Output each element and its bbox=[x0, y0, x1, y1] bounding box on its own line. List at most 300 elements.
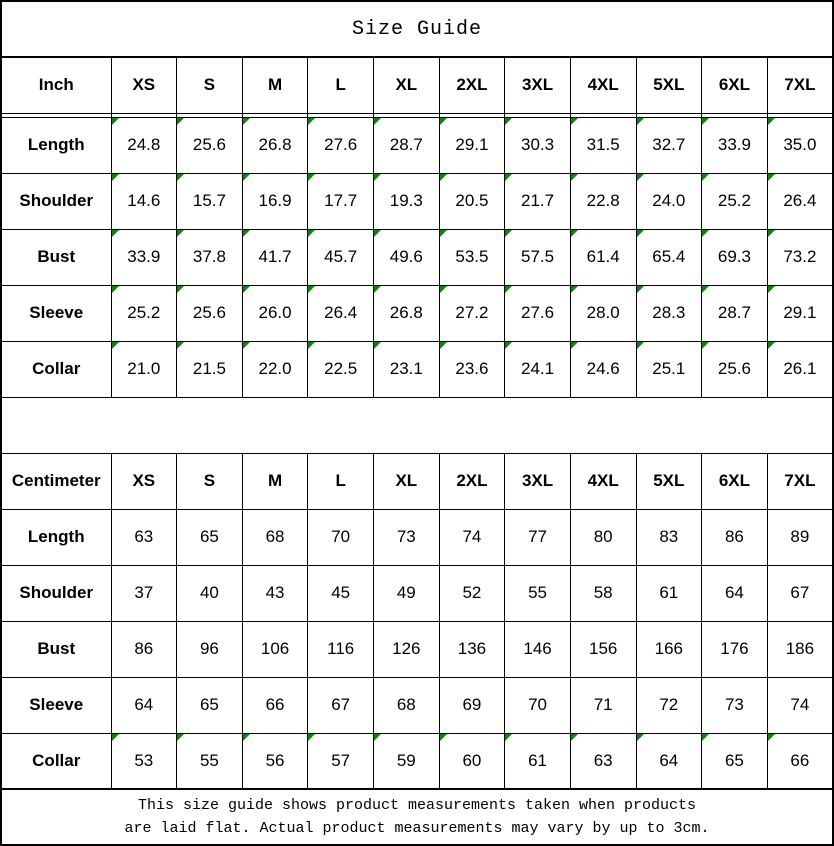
measurement-value: 26.8 bbox=[389, 303, 423, 322]
measurement-value-cell bbox=[767, 117, 833, 173]
green-corner-flag-icon bbox=[571, 174, 578, 181]
measurement-value-cell bbox=[570, 621, 636, 677]
measurement-value: 166 bbox=[654, 639, 683, 658]
row-label-shoulder: Shoulder bbox=[1, 565, 111, 621]
measurement-value: 63 bbox=[134, 527, 154, 546]
measurement-value-cell bbox=[111, 621, 177, 677]
measurement-value-cell bbox=[636, 733, 702, 789]
measurement-value-cell bbox=[308, 173, 374, 229]
measurement-value: 146 bbox=[523, 639, 552, 658]
measurement-value-cell bbox=[111, 173, 177, 229]
green-corner-flag-icon bbox=[571, 118, 578, 125]
row-label-length: Length bbox=[1, 509, 111, 565]
measurement-value-cell bbox=[636, 173, 702, 229]
measurement-value: 17.7 bbox=[324, 191, 358, 210]
measurement-value: 43 bbox=[265, 583, 285, 602]
measurement-value-cell bbox=[242, 565, 308, 621]
measurement-value-cell bbox=[177, 341, 243, 397]
green-corner-flag-icon bbox=[571, 286, 578, 293]
measurement-value-cell bbox=[439, 677, 505, 733]
green-corner-flag-icon bbox=[505, 174, 512, 181]
measurement-value: 70 bbox=[528, 695, 548, 714]
measurement-value-cell bbox=[242, 117, 308, 173]
green-corner-flag-icon bbox=[505, 230, 512, 237]
measurement-value-cell bbox=[439, 173, 505, 229]
measurement-value: 136 bbox=[457, 639, 487, 658]
measurement-value: 24.6 bbox=[586, 359, 620, 378]
size-column-header: 3XL bbox=[505, 453, 571, 509]
table-row bbox=[1, 341, 833, 397]
measurement-value-cell bbox=[570, 117, 636, 173]
measurement-value: 45.7 bbox=[324, 247, 358, 266]
measurement-value: 33.9 bbox=[127, 247, 161, 266]
measurement-value: 65 bbox=[199, 695, 219, 714]
measurement-value-cell bbox=[177, 509, 243, 565]
measurement-value-cell bbox=[242, 229, 308, 285]
measurement-value-cell bbox=[111, 509, 177, 565]
green-corner-flag-icon bbox=[505, 734, 512, 741]
measurement-value: 27.6 bbox=[324, 135, 358, 154]
measurement-value-cell bbox=[177, 565, 243, 621]
measurement-value-cell bbox=[767, 565, 833, 621]
measurement-value: 55 bbox=[199, 750, 219, 770]
green-corner-flag-icon bbox=[243, 734, 250, 741]
measurement-value-cell bbox=[374, 509, 440, 565]
green-corner-flag-icon bbox=[374, 734, 381, 741]
measurement-value-cell bbox=[767, 509, 833, 565]
measurement-value-cell bbox=[308, 565, 374, 621]
measurement-value-cell bbox=[570, 341, 636, 397]
measurement-value: 56 bbox=[265, 750, 285, 770]
measurement-value: 26.4 bbox=[783, 191, 817, 210]
measurement-value-cell bbox=[177, 229, 243, 285]
measurement-value-cell bbox=[505, 285, 571, 341]
measurement-value-cell bbox=[111, 117, 177, 173]
measurement-value: 26.1 bbox=[783, 359, 817, 378]
green-corner-flag-icon bbox=[571, 230, 578, 237]
measurement-value: 37 bbox=[134, 583, 154, 602]
measurement-value: 63 bbox=[593, 750, 613, 770]
measurement-value-cell bbox=[308, 621, 374, 677]
unit-header-centimeter: Centimeter bbox=[1, 453, 111, 509]
green-corner-flag-icon bbox=[702, 118, 709, 125]
green-corner-flag-icon bbox=[440, 286, 447, 293]
measurement-value: 186 bbox=[785, 639, 815, 658]
green-corner-flag-icon bbox=[637, 118, 644, 125]
green-corner-flag-icon bbox=[308, 174, 315, 181]
row-label-length: Length bbox=[1, 117, 111, 173]
row-label-shoulder: Shoulder bbox=[1, 173, 111, 229]
green-corner-flag-icon bbox=[177, 174, 184, 181]
measurement-value: 37.8 bbox=[192, 247, 226, 266]
measurement-value: 25.1 bbox=[652, 359, 686, 378]
measurement-value-cell bbox=[242, 509, 308, 565]
green-corner-flag-icon bbox=[440, 230, 447, 237]
measurement-value: 58 bbox=[593, 583, 613, 602]
size-column-header: S bbox=[177, 453, 243, 509]
green-corner-flag-icon bbox=[440, 342, 447, 349]
green-corner-flag-icon bbox=[308, 230, 315, 237]
measurement-value: 80 bbox=[593, 527, 613, 546]
measurement-value: 31.5 bbox=[586, 135, 620, 154]
measurement-value-cell bbox=[505, 117, 571, 173]
measurement-value: 28.0 bbox=[586, 303, 620, 322]
measurement-value: 28.7 bbox=[389, 135, 423, 154]
size-column-header: XL bbox=[374, 57, 440, 113]
green-corner-flag-icon bbox=[440, 118, 447, 125]
green-corner-flag-icon bbox=[243, 230, 250, 237]
green-corner-flag-icon bbox=[243, 286, 250, 293]
size-column-header: 7XL bbox=[767, 57, 833, 113]
measurement-value-cell bbox=[636, 285, 702, 341]
green-corner-flag-icon bbox=[768, 118, 775, 125]
measurement-value: 22.0 bbox=[258, 359, 292, 378]
measurement-value-cell bbox=[702, 173, 768, 229]
measurement-value-cell bbox=[767, 341, 833, 397]
size-column-header: 6XL bbox=[702, 453, 768, 509]
measurement-value: 26.8 bbox=[258, 135, 292, 154]
measurement-value: 35.0 bbox=[783, 135, 817, 154]
size-column-header: 6XL bbox=[702, 57, 768, 113]
measurement-value-cell bbox=[111, 677, 177, 733]
measurement-value-cell bbox=[242, 677, 308, 733]
measurement-value: 64 bbox=[134, 695, 154, 714]
measurement-value: 67 bbox=[790, 583, 810, 602]
footer-note bbox=[1, 789, 833, 845]
green-corner-flag-icon bbox=[374, 342, 381, 349]
measurement-value: 45 bbox=[331, 583, 351, 602]
measurement-value: 26.4 bbox=[324, 303, 358, 322]
size-column-header: 7XL bbox=[767, 453, 833, 509]
measurement-value-cell bbox=[242, 285, 308, 341]
measurement-value-cell bbox=[636, 229, 702, 285]
green-corner-flag-icon bbox=[702, 174, 709, 181]
measurement-value-cell bbox=[308, 229, 374, 285]
green-corner-flag-icon bbox=[637, 342, 644, 349]
green-corner-flag-icon bbox=[243, 118, 250, 125]
green-corner-flag-icon bbox=[571, 734, 578, 741]
green-corner-flag-icon bbox=[702, 734, 709, 741]
measurement-value-cell bbox=[767, 677, 833, 733]
measurement-value-cell bbox=[374, 229, 440, 285]
measurement-value-cell bbox=[702, 117, 768, 173]
size-column-header: 3XL bbox=[505, 57, 571, 113]
page-title: Size Guide bbox=[1, 1, 833, 57]
measurement-value-cell bbox=[636, 621, 702, 677]
measurement-value: 67 bbox=[331, 695, 351, 714]
measurement-value-cell bbox=[374, 565, 440, 621]
measurement-value-cell bbox=[636, 565, 702, 621]
measurement-value: 21.0 bbox=[127, 359, 161, 378]
measurement-value: 66 bbox=[790, 750, 810, 770]
green-corner-flag-icon bbox=[308, 286, 315, 293]
row-label-bust: Bust bbox=[1, 621, 111, 677]
measurement-value-cell bbox=[505, 173, 571, 229]
measurement-value: 24.1 bbox=[521, 359, 555, 378]
green-corner-flag-icon bbox=[768, 286, 775, 293]
measurement-value-cell bbox=[177, 677, 243, 733]
measurement-value: 27.2 bbox=[455, 303, 489, 322]
measurement-value-cell bbox=[702, 341, 768, 397]
green-corner-flag-icon bbox=[177, 734, 184, 741]
measurement-value: 106 bbox=[260, 639, 290, 658]
measurement-value-cell bbox=[702, 565, 768, 621]
size-column-header: M bbox=[242, 453, 308, 509]
green-corner-flag-icon bbox=[440, 734, 447, 741]
measurement-value: 19.3 bbox=[389, 191, 423, 210]
table-row bbox=[1, 229, 833, 285]
measurement-value-cell bbox=[439, 509, 505, 565]
measurement-value-cell bbox=[702, 285, 768, 341]
measurement-value-cell bbox=[505, 565, 571, 621]
green-corner-flag-icon bbox=[637, 230, 644, 237]
green-corner-flag-icon bbox=[112, 230, 119, 237]
green-corner-flag-icon bbox=[177, 342, 184, 349]
green-corner-flag-icon bbox=[177, 230, 184, 237]
measurement-value: 25.6 bbox=[192, 135, 226, 154]
green-corner-flag-icon bbox=[374, 174, 381, 181]
measurement-value: 71 bbox=[593, 695, 613, 714]
measurement-value: 20.5 bbox=[455, 191, 489, 210]
measurement-value-cell bbox=[439, 117, 505, 173]
measurement-value-cell bbox=[767, 173, 833, 229]
green-corner-flag-icon bbox=[637, 734, 644, 741]
measurement-value-cell bbox=[308, 733, 374, 789]
table-row bbox=[1, 285, 833, 341]
measurement-value-cell bbox=[242, 733, 308, 789]
table-row bbox=[1, 621, 833, 677]
green-corner-flag-icon bbox=[243, 342, 250, 349]
measurement-value: 57.5 bbox=[521, 247, 555, 266]
measurement-value: 23.1 bbox=[389, 359, 423, 378]
measurement-value: 61 bbox=[528, 750, 548, 770]
measurement-value-cell bbox=[505, 509, 571, 565]
size-column-header: XS bbox=[111, 57, 177, 113]
measurement-value: 25.2 bbox=[717, 191, 751, 210]
measurement-value-cell bbox=[767, 229, 833, 285]
row-label-sleeve: Sleeve bbox=[1, 285, 111, 341]
measurement-value: 55 bbox=[528, 583, 548, 602]
measurement-value: 86 bbox=[724, 527, 744, 546]
measurement-value-cell bbox=[374, 621, 440, 677]
measurement-value: 68 bbox=[396, 695, 416, 714]
measurement-value-cell bbox=[177, 621, 243, 677]
measurement-value: 61.4 bbox=[586, 247, 620, 266]
measurement-value: 32.7 bbox=[652, 135, 686, 154]
measurement-value-cell bbox=[636, 509, 702, 565]
green-corner-flag-icon bbox=[702, 286, 709, 293]
measurement-value-cell bbox=[439, 733, 505, 789]
measurement-value-cell bbox=[439, 621, 505, 677]
measurement-value: 64 bbox=[659, 750, 679, 770]
green-corner-flag-icon bbox=[505, 286, 512, 293]
green-corner-flag-icon bbox=[637, 286, 644, 293]
green-corner-flag-icon bbox=[112, 342, 119, 349]
size-column-header: 4XL bbox=[570, 57, 636, 113]
measurement-value-cell bbox=[374, 285, 440, 341]
measurement-value: 15.7 bbox=[192, 191, 226, 210]
row-label-bust: Bust bbox=[1, 229, 111, 285]
green-corner-flag-icon bbox=[768, 734, 775, 741]
measurement-value-cell bbox=[308, 341, 374, 397]
measurement-value: 22.5 bbox=[324, 359, 358, 378]
green-corner-flag-icon bbox=[505, 342, 512, 349]
measurement-value: 73.2 bbox=[783, 247, 817, 266]
measurement-value: 29.1 bbox=[455, 135, 489, 154]
measurement-value: 57 bbox=[331, 750, 351, 770]
green-corner-flag-icon bbox=[571, 342, 578, 349]
measurement-value: 26.0 bbox=[258, 303, 292, 322]
measurement-value-cell bbox=[702, 677, 768, 733]
measurement-value-cell bbox=[374, 117, 440, 173]
measurement-value: 176 bbox=[720, 639, 749, 658]
green-corner-flag-icon bbox=[768, 230, 775, 237]
measurement-value-cell bbox=[308, 509, 374, 565]
measurement-value: 53 bbox=[134, 750, 154, 770]
size-column-header: XS bbox=[111, 453, 177, 509]
measurement-value: 21.5 bbox=[192, 359, 226, 378]
measurement-value-cell bbox=[177, 117, 243, 173]
measurement-value: 86 bbox=[134, 639, 154, 658]
measurement-value: 24.8 bbox=[127, 135, 161, 154]
measurement-value-cell bbox=[374, 341, 440, 397]
measurement-value: 73 bbox=[396, 527, 416, 546]
measurement-value-cell bbox=[111, 565, 177, 621]
measurement-value: 74 bbox=[790, 695, 810, 714]
measurement-value: 41.7 bbox=[258, 247, 292, 266]
measurement-value-cell bbox=[374, 677, 440, 733]
measurement-value: 14.6 bbox=[127, 191, 161, 210]
measurement-value: 52 bbox=[462, 583, 482, 602]
measurement-value-cell bbox=[702, 733, 768, 789]
measurement-value-cell bbox=[505, 733, 571, 789]
table-row bbox=[1, 565, 833, 621]
measurement-value: 61 bbox=[659, 583, 679, 602]
measurement-value: 68 bbox=[265, 527, 285, 546]
measurement-value-cell bbox=[505, 621, 571, 677]
table-row bbox=[1, 733, 833, 789]
measurement-value: 116 bbox=[327, 639, 355, 658]
measurement-value: 74 bbox=[462, 527, 482, 546]
measurement-value-cell bbox=[308, 285, 374, 341]
row-label-sleeve: Sleeve bbox=[1, 677, 111, 733]
size-column-header: L bbox=[308, 453, 374, 509]
measurement-value-cell bbox=[308, 117, 374, 173]
measurement-value-cell bbox=[767, 733, 833, 789]
measurement-value: 65 bbox=[724, 750, 744, 770]
measurement-value: 28.3 bbox=[652, 303, 686, 322]
size-column-header: L bbox=[308, 57, 374, 113]
measurement-value: 66 bbox=[265, 695, 285, 714]
green-corner-flag-icon bbox=[374, 230, 381, 237]
measurement-value: 59 bbox=[396, 750, 416, 770]
green-corner-flag-icon bbox=[243, 174, 250, 181]
green-corner-flag-icon bbox=[112, 734, 119, 741]
measurement-value-cell bbox=[505, 229, 571, 285]
measurement-value-cell bbox=[177, 285, 243, 341]
green-corner-flag-icon bbox=[177, 286, 184, 293]
measurement-value: 22.8 bbox=[586, 191, 620, 210]
size-column-header: 4XL bbox=[570, 453, 636, 509]
measurement-value: 25.6 bbox=[717, 359, 751, 378]
size-column-header: XL bbox=[374, 453, 440, 509]
green-corner-flag-icon bbox=[112, 286, 119, 293]
measurement-value-cell bbox=[374, 733, 440, 789]
measurement-value: 49.6 bbox=[389, 247, 423, 266]
measurement-value: 126 bbox=[392, 639, 421, 658]
measurement-value-cell bbox=[702, 229, 768, 285]
green-corner-flag-icon bbox=[374, 118, 381, 125]
measurement-value: 69 bbox=[462, 695, 482, 714]
green-corner-flag-icon bbox=[440, 174, 447, 181]
measurement-value: 60 bbox=[462, 750, 482, 770]
measurement-value: 77 bbox=[528, 527, 548, 546]
footer-note-line: are laid flat. Actual product measurements may vary by up to 3cm. bbox=[124, 820, 710, 837]
green-corner-flag-icon bbox=[702, 230, 709, 237]
measurement-value-cell bbox=[636, 341, 702, 397]
measurement-value-cell bbox=[702, 621, 768, 677]
table-gap bbox=[1, 397, 833, 453]
measurement-value: 21.7 bbox=[521, 191, 555, 210]
measurement-value-cell bbox=[242, 341, 308, 397]
measurement-value-cell bbox=[505, 341, 571, 397]
measurement-value: 53.5 bbox=[455, 247, 489, 266]
measurement-value-cell bbox=[111, 229, 177, 285]
measurement-value: 23.6 bbox=[455, 359, 489, 378]
measurement-value-cell bbox=[570, 509, 636, 565]
measurement-value: 24.0 bbox=[652, 191, 686, 210]
measurement-value: 25.2 bbox=[127, 303, 161, 322]
measurement-value: 40 bbox=[199, 583, 219, 602]
measurement-value-cell bbox=[570, 677, 636, 733]
green-corner-flag-icon bbox=[308, 342, 315, 349]
table-row bbox=[1, 509, 833, 565]
measurement-value-cell bbox=[439, 565, 505, 621]
measurement-value-cell bbox=[242, 173, 308, 229]
measurement-value-cell bbox=[439, 341, 505, 397]
size-column-header: 5XL bbox=[636, 453, 702, 509]
measurement-value: 28.7 bbox=[717, 303, 751, 322]
measurement-value: 72 bbox=[659, 695, 679, 714]
size-column-header: 2XL bbox=[439, 57, 505, 113]
measurement-value-cell bbox=[308, 677, 374, 733]
measurement-value-cell bbox=[570, 173, 636, 229]
measurement-value-cell bbox=[636, 117, 702, 173]
green-corner-flag-icon bbox=[177, 118, 184, 125]
measurement-value-cell bbox=[439, 285, 505, 341]
row-label-collar: Collar bbox=[1, 341, 111, 397]
measurement-value-cell bbox=[636, 677, 702, 733]
green-corner-flag-icon bbox=[768, 342, 775, 349]
green-corner-flag-icon bbox=[374, 286, 381, 293]
measurement-value: 25.6 bbox=[192, 303, 226, 322]
measurement-value-cell bbox=[767, 621, 833, 677]
measurement-value-cell bbox=[570, 229, 636, 285]
measurement-value: 65 bbox=[199, 527, 219, 546]
measurement-value: 96 bbox=[199, 639, 219, 658]
measurement-value-cell bbox=[111, 733, 177, 789]
size-column-header: S bbox=[177, 57, 243, 113]
measurement-value: 73 bbox=[724, 695, 744, 714]
measurement-value-cell bbox=[570, 733, 636, 789]
green-corner-flag-icon bbox=[308, 734, 315, 741]
green-corner-flag-icon bbox=[768, 174, 775, 181]
measurement-value: 16.9 bbox=[258, 191, 292, 210]
measurement-value-cell bbox=[767, 285, 833, 341]
table-row bbox=[1, 677, 833, 733]
measurement-value: 30.3 bbox=[521, 135, 555, 154]
measurement-value: 89 bbox=[790, 527, 810, 546]
